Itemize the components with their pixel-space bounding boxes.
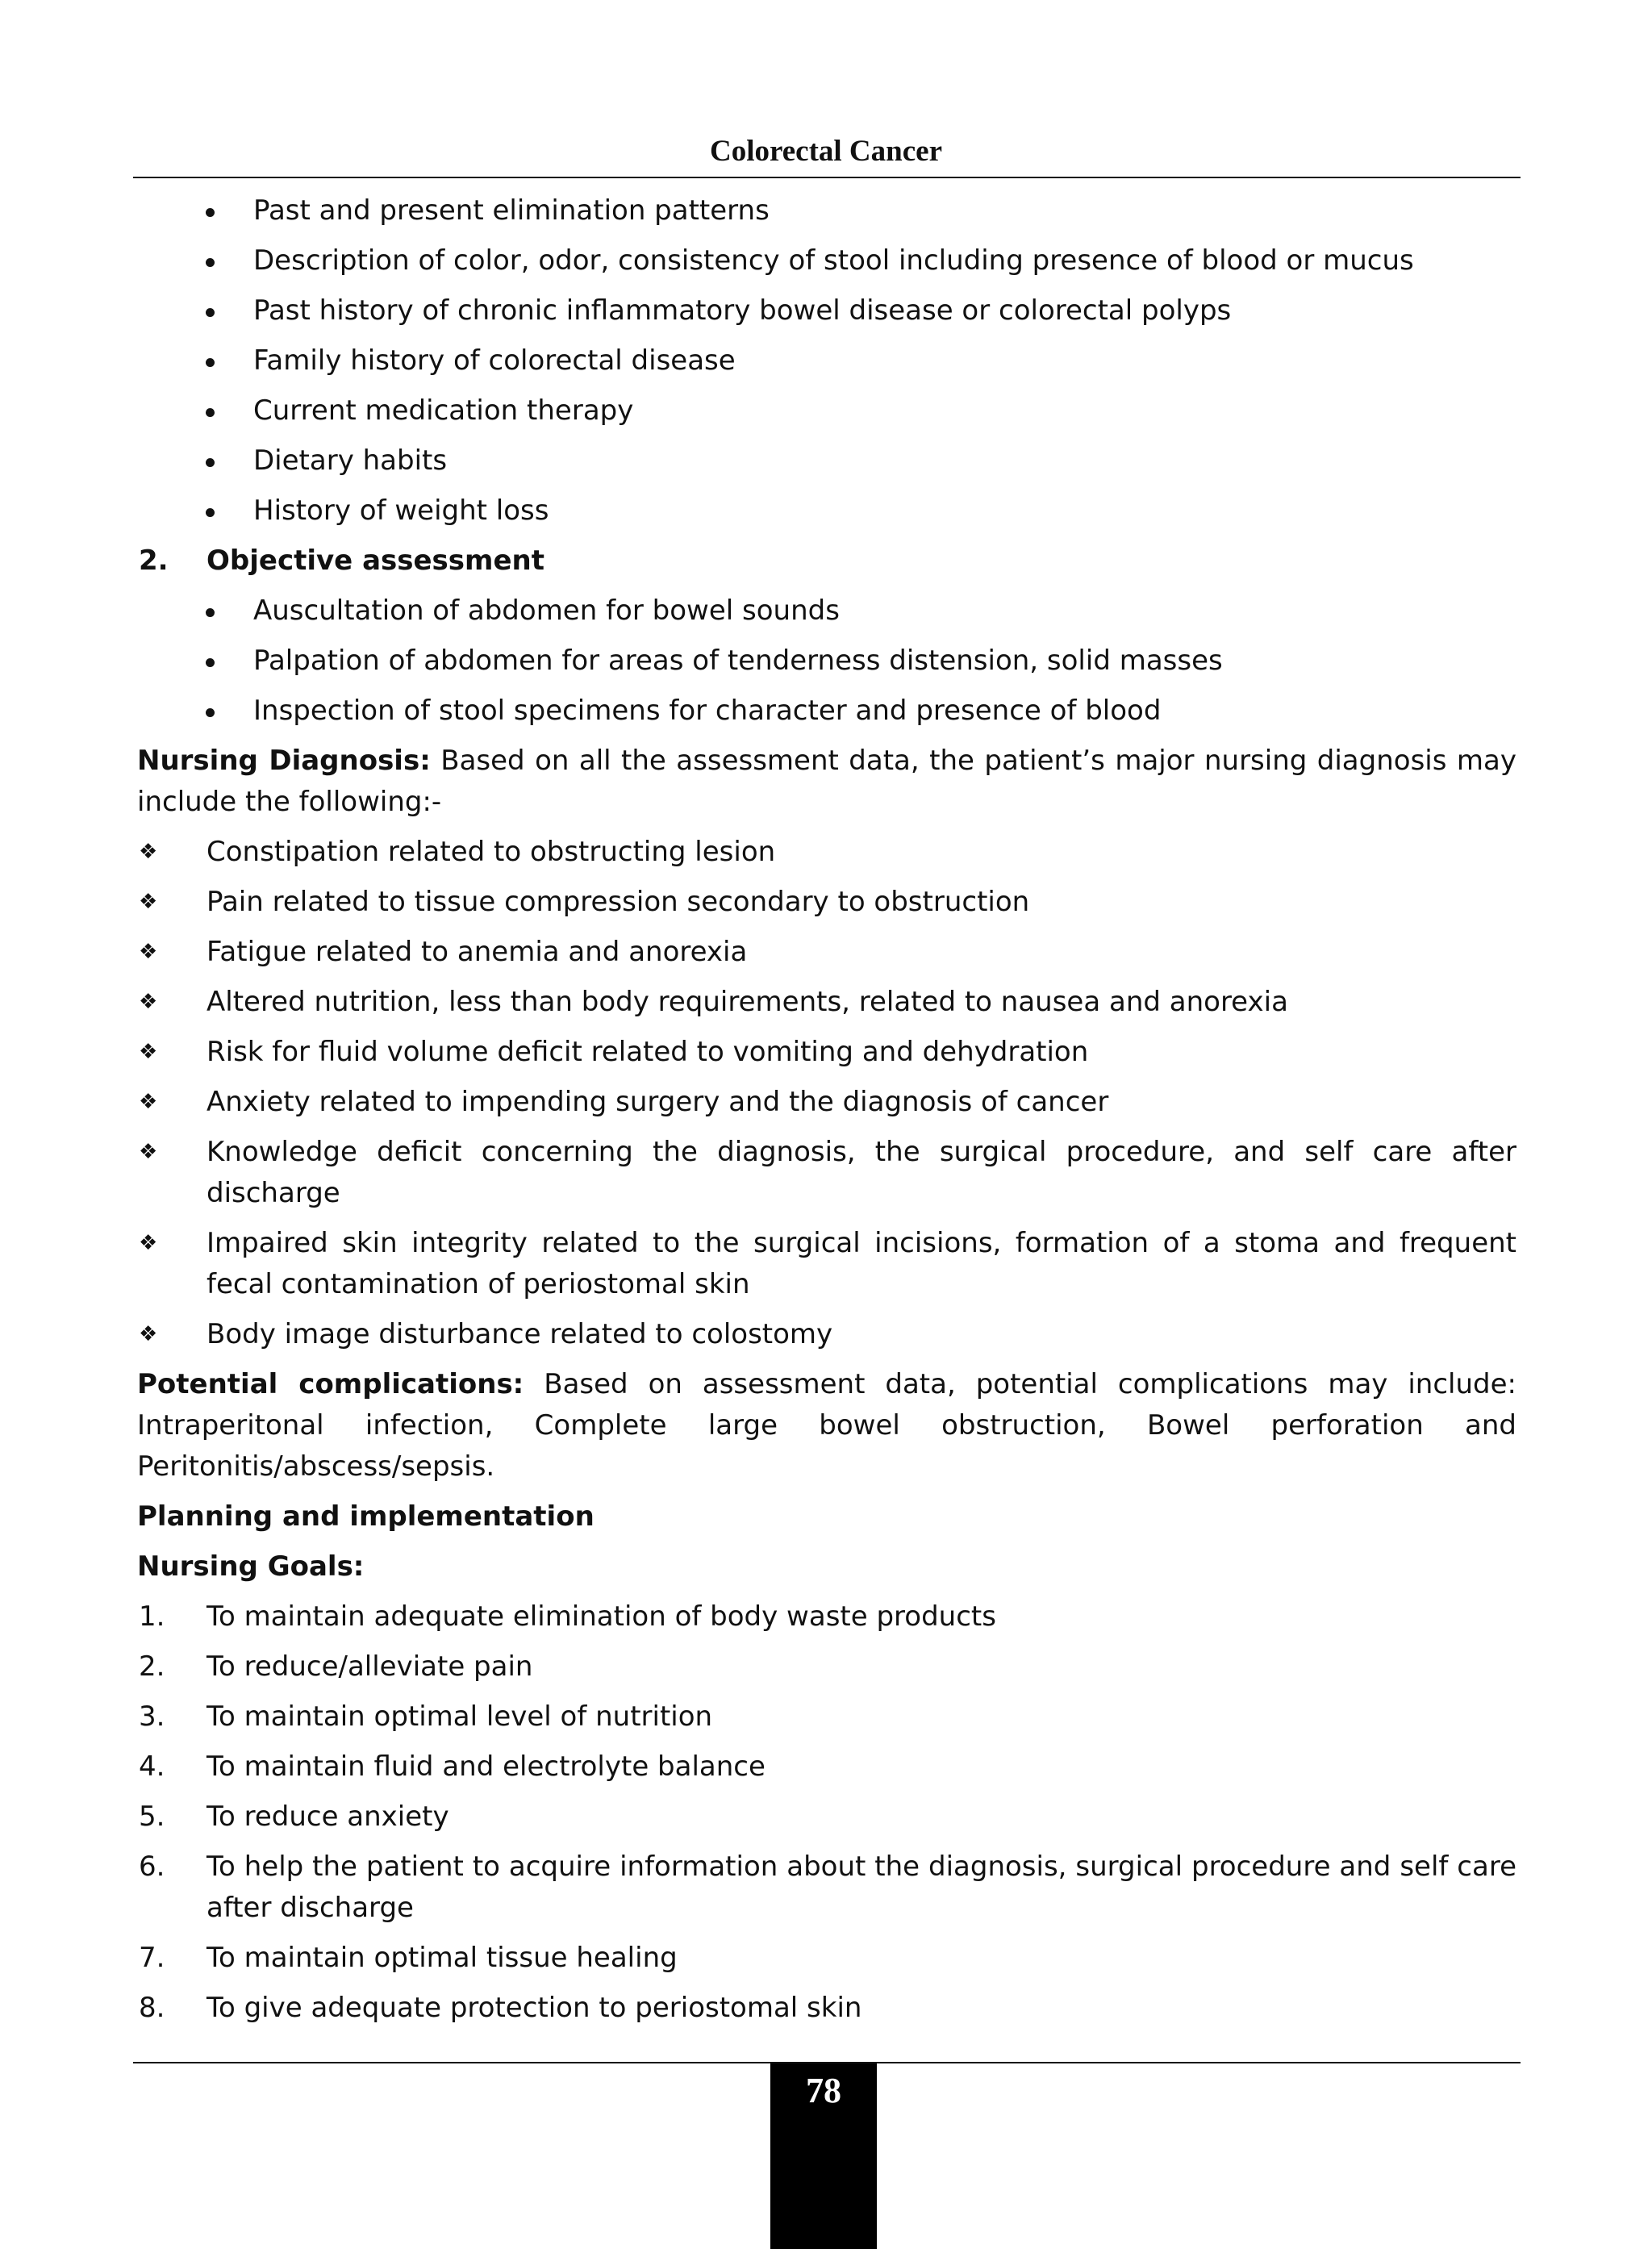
diamond-bullet-icon: ❖ [139, 1090, 158, 1114]
bullet-icon [206, 508, 215, 517]
list-item: Past history of chronic inflammatory bowel disease or colorectal polyps [137, 290, 1516, 332]
list-item: Palpation of abdomen for areas of tenderness distension, solid masses [137, 640, 1516, 682]
bullet-icon [206, 658, 215, 667]
bullet-icon [206, 608, 215, 617]
list-item: ❖ Risk for fluid volume deficit related to vomiting and dehydration [137, 1032, 1516, 1073]
page-body [137, 190, 1516, 2038]
list-item: Family history of colorectal disease [137, 340, 1516, 382]
list-item: 6. To help the patient to acquire information about the diagnosis, surgical procedure and self care after discharge [139, 1851, 1516, 1924]
page-number: 78 [806, 2071, 841, 2110]
nursing-diagnosis-list [137, 832, 1516, 1355]
list-item: ❖ Impaired skin integrity related to the surgical incisions, formation of a stoma and frequent fecal contamination of periostomal skin [137, 1223, 1516, 1305]
list-item: 2. To reduce/alleviate pain [139, 1650, 533, 1683]
diamond-bullet-icon: ❖ [139, 890, 158, 914]
bullet-icon [206, 708, 215, 717]
bullet-icon [206, 208, 215, 217]
diamond-bullet-icon: ❖ [139, 1322, 158, 1346]
list-item: Current medication therapy [137, 390, 1516, 432]
nursing-diagnosis-paragraph: Nursing Diagnosis: Based on all the assessment data, the patient’s major nursing diagnosis may include the following:- [137, 745, 1516, 818]
list-item: 4. To maintain fluid and electrolyte balance [139, 1750, 766, 1783]
list-item: Description of color, odor, consistency of stool including presence of blood or mucus [137, 240, 1516, 282]
diamond-bullet-icon: ❖ [139, 1231, 158, 1255]
page-number-tab [770, 2063, 877, 2249]
diamond-bullet-icon: ❖ [139, 1040, 158, 1064]
list-item: ❖ Fatigue related to anemia and anorexia [137, 932, 1516, 973]
bullet-icon [206, 308, 215, 317]
list-item: 8. To give adequate protection to periostomal skin [139, 1992, 862, 2024]
header-rule [133, 177, 1521, 178]
diamond-bullet-icon: ❖ [139, 990, 158, 1014]
list-item: ❖ Altered nutrition, less than body requirements, related to nausea and anorexia [137, 982, 1516, 1023]
diamond-bullet-icon: ❖ [139, 840, 158, 864]
objective-assessment-heading: 2. Objective assessment [139, 545, 544, 577]
list-item: History of weight loss [137, 490, 1516, 532]
diamond-bullet-icon: ❖ [139, 1140, 158, 1164]
list-item: ❖ Body image disturbance related to colostomy [137, 1314, 1516, 1355]
list-item: ❖ Pain related to tissue compression secondary to obstruction [137, 882, 1516, 923]
list-item: 7. To maintain optimal tissue healing [139, 1942, 678, 1974]
bullet-icon [206, 358, 215, 367]
subjective-bullet-list [137, 190, 1516, 532]
bullet-icon [206, 258, 215, 267]
diamond-bullet-icon: ❖ [139, 940, 158, 964]
list-item: 3. To maintain optimal level of nutrition [139, 1700, 713, 1733]
list-item: Past and present elimination patterns [137, 190, 1516, 232]
nursing-goals-heading: Nursing Goals: [137, 1550, 365, 1583]
list-item: Inspection of stool specimens for character and presence of blood [137, 691, 1516, 732]
potential-complications-paragraph: Potential complications: Based on assessment data, potential complications may include: Intraperitonal infection, Complete large bowel obstruction, Bowel perforation and Peritonitis/abscess/sepsis. [137, 1368, 1516, 1483]
list-item: Dietary habits [137, 440, 1516, 482]
list-item: ❖ Knowledge deficit concerning the diagnosis, the surgical procedure, and self care after discharge [137, 1132, 1516, 1214]
list-item: 5. To reduce anxiety [139, 1800, 449, 1833]
list-item: Auscultation of abdomen for bowel sounds [137, 590, 1516, 632]
list-item: ❖ Anxiety related to impending surgery and the diagnosis of cancer [137, 1082, 1516, 1123]
list-item: 1. To maintain adequate elimination of body waste products [139, 1600, 996, 1633]
bullet-icon [206, 458, 215, 467]
nursing-goals-list [137, 1596, 1516, 2029]
bullet-icon [206, 408, 215, 417]
list-item: ❖ Constipation related to obstructing lesion [137, 832, 1516, 873]
objective-bullet-list [137, 590, 1516, 732]
planning-heading: Planning and implementation [137, 1500, 594, 1533]
running-header-title: Colorectal Cancer [709, 135, 942, 168]
